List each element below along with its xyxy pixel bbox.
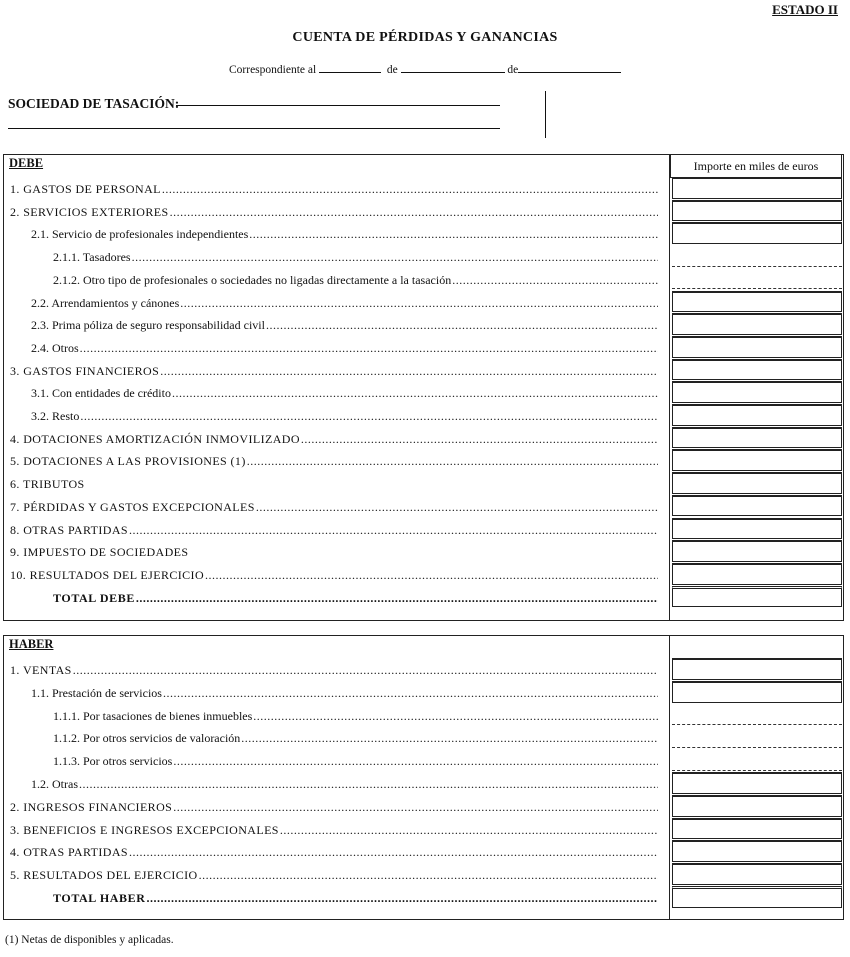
debe-line-item bbox=[10, 545, 658, 560]
dot-leader bbox=[180, 296, 658, 311]
dot-leader bbox=[452, 273, 658, 288]
haber-line-label: 4. OTRAS PARTIDAS bbox=[10, 845, 128, 860]
dot-leader bbox=[162, 182, 658, 197]
dot-leader bbox=[241, 731, 658, 746]
footnote: (1) Netas de disponibles y aplicadas. bbox=[5, 934, 174, 946]
debe-amount-field[interactable] bbox=[672, 495, 842, 517]
haber-line-item bbox=[10, 845, 658, 860]
debe-amount-field[interactable] bbox=[672, 518, 842, 540]
debe-line-label: 3.1. Con entidades de crédito bbox=[31, 386, 171, 401]
haber-line-item bbox=[53, 731, 658, 746]
sociedad-field-line-1[interactable] bbox=[176, 105, 500, 106]
debe-line-item bbox=[10, 454, 658, 469]
debe-line-label: 3. GASTOS FINANCIEROS bbox=[10, 363, 160, 378]
haber-line-item bbox=[10, 823, 658, 838]
debe-line-item bbox=[53, 591, 658, 606]
debe-amount-field[interactable] bbox=[672, 381, 842, 403]
day-field[interactable] bbox=[319, 63, 381, 73]
estado-label: ESTADO II bbox=[772, 2, 838, 17]
dot-leader bbox=[80, 409, 658, 424]
haber-line-item bbox=[31, 777, 658, 792]
period-line bbox=[229, 63, 621, 76]
haber-amount-field[interactable] bbox=[672, 772, 842, 794]
haber-line-label: 1. VENTAS bbox=[10, 663, 72, 677]
debe-line-label: 2.3. Prima póliza de seguro responsabilidad civil bbox=[31, 318, 265, 333]
haber-line-item bbox=[53, 709, 658, 724]
haber-line-item bbox=[53, 754, 658, 769]
haber-section bbox=[3, 635, 670, 920]
haber-amount-field[interactable] bbox=[672, 726, 842, 748]
haber-amount-field[interactable] bbox=[672, 863, 842, 885]
dot-leader bbox=[301, 432, 658, 447]
sociedad-label: SOCIEDAD DE TASACIÓN: bbox=[8, 96, 180, 111]
dot-leader bbox=[266, 318, 658, 333]
debe-amount-field[interactable] bbox=[672, 449, 842, 471]
debe-amount-field[interactable] bbox=[672, 200, 842, 222]
haber-line-label: 5. RESULTADOS DEL EJERCICIO bbox=[10, 868, 198, 883]
haber-line-label: 1.1.2. Por otros servicios de valoración bbox=[53, 731, 241, 746]
debe-line-label: 7. PÉRDIDAS Y GASTOS EXCEPCIONALES bbox=[10, 499, 255, 514]
debe-line-label: 2.2. Arrendamientos y cánones bbox=[31, 295, 180, 310]
debe-line-item bbox=[10, 364, 658, 379]
debe-line-item bbox=[10, 477, 658, 492]
debe-line-item bbox=[31, 318, 658, 333]
haber-line-item bbox=[31, 686, 658, 701]
month-field[interactable] bbox=[401, 63, 505, 73]
debe-line-label: 2.1.1. Tasadores bbox=[53, 250, 131, 265]
debe-amount-field[interactable] bbox=[672, 472, 842, 494]
dot-leader bbox=[147, 891, 658, 906]
year-field[interactable] bbox=[518, 63, 621, 73]
haber-line-item bbox=[10, 868, 658, 883]
debe-line-label: 10. RESULTADOS DEL EJERCICIO bbox=[10, 567, 205, 582]
debe-amount-field[interactable] bbox=[672, 359, 842, 381]
de-label-2: de bbox=[507, 64, 519, 76]
debe-line-item bbox=[31, 341, 658, 356]
dot-leader bbox=[129, 523, 658, 538]
haber-line-label: 1.1. Prestación de servicios bbox=[31, 685, 162, 700]
debe-line-label: 5. DOTACIONES A LAS PROVISIONES (1) bbox=[10, 454, 246, 469]
dot-leader bbox=[79, 777, 658, 792]
debe-amount-field[interactable] bbox=[672, 291, 842, 313]
haber-line-label: 1.1.1. Por tasaciones de bienes inmuebles bbox=[53, 708, 253, 723]
debe-amount-field[interactable] bbox=[672, 268, 842, 290]
debe-amount-field[interactable] bbox=[672, 222, 842, 244]
haber-amount-field[interactable] bbox=[672, 749, 842, 771]
debe-amount-field[interactable] bbox=[672, 245, 842, 267]
haber-amount-field[interactable] bbox=[672, 704, 842, 726]
dot-leader bbox=[172, 386, 658, 401]
debe-line-item bbox=[31, 386, 658, 401]
sociedad-field-line-2[interactable] bbox=[8, 128, 500, 129]
haber-heading: HABER bbox=[9, 637, 54, 651]
debe-line-item bbox=[31, 296, 658, 311]
dot-leader bbox=[73, 663, 658, 678]
debe-line-label: 6. TRIBUTOS bbox=[10, 477, 85, 492]
debe-amount-field[interactable] bbox=[672, 177, 842, 199]
debe-line-item bbox=[10, 205, 658, 220]
debe-heading: DEBE bbox=[9, 156, 44, 170]
haber-line-item bbox=[10, 800, 658, 815]
haber-amount-field[interactable] bbox=[672, 818, 842, 840]
debe-line-item bbox=[10, 432, 658, 447]
dot-leader bbox=[163, 686, 658, 701]
haber-amount-field[interactable] bbox=[672, 681, 842, 703]
dot-leader bbox=[170, 205, 658, 220]
debe-line-label: 9. IMPUESTO DE SOCIEDADES bbox=[10, 545, 189, 560]
haber-amount-field[interactable] bbox=[672, 840, 842, 862]
debe-line-item bbox=[10, 523, 658, 538]
debe-amount-field[interactable] bbox=[672, 404, 842, 426]
header-divider bbox=[545, 91, 546, 138]
debe-line-item bbox=[10, 568, 658, 583]
dot-leader bbox=[199, 868, 658, 883]
dot-leader bbox=[129, 845, 658, 860]
debe-amount-field[interactable] bbox=[672, 336, 842, 358]
haber-line-label: 2. INGRESOS FINANCIEROS bbox=[10, 799, 173, 814]
de-label-1: de bbox=[386, 64, 398, 76]
dot-leader bbox=[132, 250, 658, 265]
debe-line-item bbox=[31, 227, 658, 242]
dot-leader bbox=[136, 591, 658, 606]
haber-line-label: 1.2. Otras bbox=[31, 777, 78, 791]
haber-amount-field[interactable] bbox=[672, 886, 842, 908]
debe-section bbox=[3, 154, 670, 621]
debe-line-label: 2. SERVICIOS EXTERIORES bbox=[10, 204, 169, 219]
dot-leader bbox=[249, 227, 658, 242]
debe-line-label: 3.2. Resto bbox=[31, 409, 80, 423]
debe-line-item bbox=[10, 500, 658, 515]
dot-leader bbox=[160, 364, 658, 379]
debe-line-label: 8. OTRAS PARTIDAS bbox=[10, 522, 128, 537]
dot-leader bbox=[173, 754, 658, 769]
debe-line-item bbox=[31, 409, 658, 424]
debe-line-item bbox=[53, 250, 658, 265]
debe-line-item bbox=[10, 182, 658, 197]
debe-amount-field[interactable] bbox=[672, 540, 842, 562]
debe-amount-field[interactable] bbox=[672, 563, 842, 585]
haber-amount-field[interactable] bbox=[672, 795, 842, 817]
haber-line-item bbox=[53, 891, 658, 906]
debe-line-label: 2.1.2. Otro tipo de profesionales o sociedades no ligadas directamente a la tasación bbox=[53, 272, 452, 287]
haber-line-item bbox=[10, 663, 658, 678]
debe-amount-field[interactable] bbox=[672, 313, 842, 335]
haber-line-label: 1.1.3. Por otros servicios bbox=[53, 754, 173, 769]
dot-leader bbox=[256, 500, 658, 515]
dot-leader bbox=[247, 454, 658, 469]
dot-leader bbox=[253, 709, 658, 724]
dot-leader bbox=[80, 341, 658, 356]
debe-amount-field[interactable] bbox=[672, 586, 842, 608]
haber-line-label: 3. BENEFICIOS E INGRESOS EXCEPCIONALES bbox=[10, 822, 279, 837]
debe-line-item bbox=[53, 273, 658, 288]
importe-header: Importe en miles de euros bbox=[670, 154, 842, 178]
debe-amount-field[interactable] bbox=[672, 427, 842, 449]
dot-leader bbox=[173, 800, 658, 815]
debe-line-label: 2.4. Otros bbox=[31, 340, 79, 355]
dot-leader bbox=[205, 568, 658, 583]
debe-line-label: 1. GASTOS DE PERSONAL bbox=[10, 182, 161, 196]
debe-line-label: TOTAL DEBE bbox=[53, 590, 135, 605]
page-title: CUENTA DE PÉRDIDAS Y GANANCIAS bbox=[292, 30, 558, 45]
correspondiente-label: Correspondiente al bbox=[229, 64, 317, 76]
debe-line-label: 2.1. Servicio de profesionales independientes bbox=[31, 227, 249, 242]
debe-line-label: 4. DOTACIONES AMORTIZACIÓN INMOVILIZADO bbox=[10, 431, 300, 446]
haber-amount-field[interactable] bbox=[672, 658, 842, 680]
dot-leader bbox=[280, 823, 658, 838]
haber-line-label: TOTAL HABER bbox=[53, 891, 146, 905]
